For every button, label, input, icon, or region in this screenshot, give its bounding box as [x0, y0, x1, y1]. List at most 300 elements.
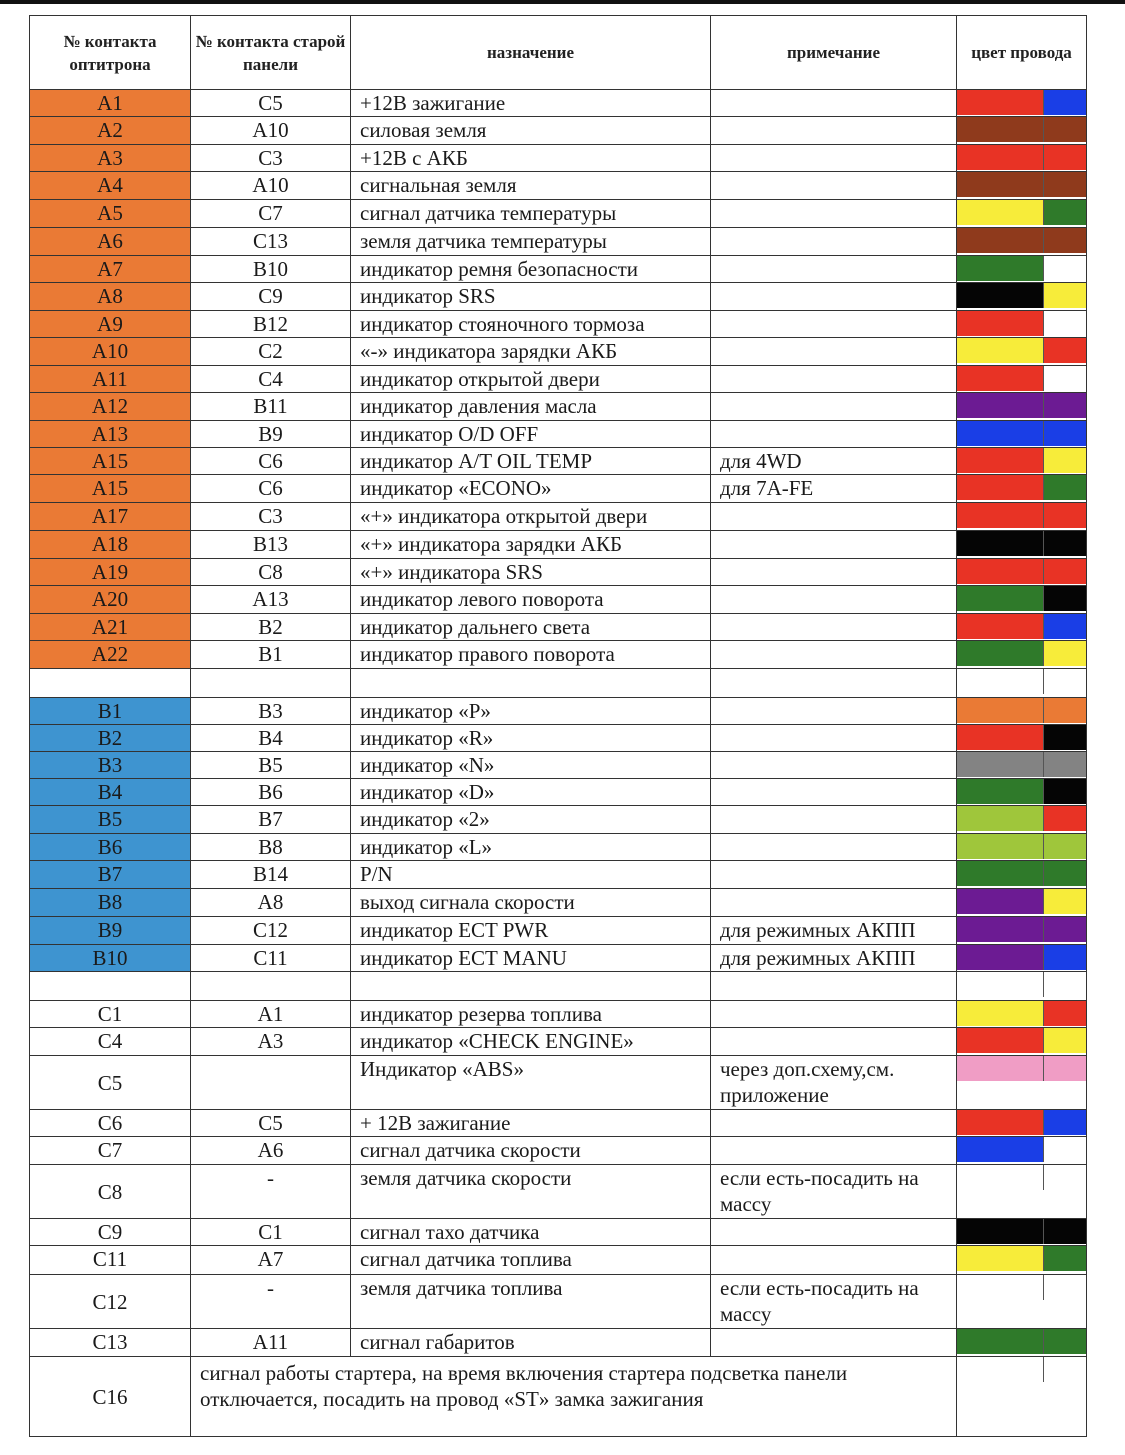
table-row [30, 283, 1087, 311]
wire-color-swatch-stripe [1044, 1137, 1086, 1162]
table-row [30, 586, 1087, 614]
cell-note [711, 806, 957, 834]
cell-old-panel-contact: A10 [191, 172, 351, 200]
wire-color-swatch-stripe [1044, 641, 1086, 666]
cell-purpose: сигнал датчика скорости [351, 1137, 711, 1165]
cell-purpose: сигнал датчика температуры [351, 200, 711, 228]
cell-note [711, 256, 957, 283]
cell-old-panel-contact: A1 [191, 1001, 351, 1028]
cell-old-panel-contact [191, 972, 351, 1001]
wire-color-swatch-primary [957, 393, 1044, 418]
cell-purpose: индикатор SRS [351, 283, 711, 311]
wire-color-swatch-stripe [1044, 366, 1086, 391]
top-border-line [0, 0, 1125, 4]
cell-note [711, 669, 957, 698]
table-row [30, 1275, 1087, 1329]
cell-note [711, 1110, 957, 1137]
cell-old-panel-contact: C5 [191, 90, 351, 117]
cell-wire-color [957, 1110, 1087, 1137]
cell-wire-color [957, 1137, 1087, 1165]
wire-color-swatch-primary [957, 806, 1044, 831]
cell-optitron-contact: A15 [30, 475, 191, 503]
cell-note [711, 145, 957, 172]
cell-wire-color [957, 448, 1087, 475]
wire-color-swatch-primary [957, 779, 1044, 804]
cell-optitron-contact: A20 [30, 586, 191, 614]
wire-color-swatch-primary [957, 311, 1044, 336]
table-row [30, 90, 1087, 117]
cell-purpose: +12В с АКБ [351, 145, 711, 172]
cell-purpose: индикатор дальнего света [351, 614, 711, 641]
cell-optitron-contact: A9 [30, 311, 191, 338]
cell-purpose: «-» индикатора зарядки АКБ [351, 338, 711, 366]
cell-old-panel-contact [191, 669, 351, 698]
wire-color-swatch-stripe [1044, 945, 1086, 970]
wire-color-swatch-stripe [1044, 1275, 1086, 1300]
cell-wire-color [957, 806, 1087, 834]
wire-color-swatch-stripe [1044, 559, 1086, 584]
cell-old-panel-contact: - [191, 1275, 351, 1329]
cell-wire-color [957, 475, 1087, 503]
cell-old-panel-contact: A11 [191, 1329, 351, 1357]
cell-wire-color [957, 779, 1087, 806]
cell-wire-color [957, 945, 1087, 972]
cell-wire-color [957, 834, 1087, 861]
cell-purpose: +12В зажигание [351, 90, 711, 117]
cell-old-panel-contact: C3 [191, 145, 351, 172]
table-row [30, 972, 1087, 1001]
cell-optitron-contact: C1 [30, 1001, 191, 1028]
wire-color-swatch-stripe [1044, 145, 1086, 170]
wire-color-swatch-primary [957, 559, 1044, 584]
cell-purpose: индикатор левого поворота [351, 586, 711, 614]
wire-color-swatch-primary [957, 669, 1044, 694]
wire-color-swatch-stripe [1044, 1329, 1086, 1354]
cell-optitron-contact: A11 [30, 366, 191, 393]
wire-color-swatch-stripe [1044, 503, 1086, 528]
wire-color-swatch-stripe [1044, 228, 1086, 253]
wire-color-swatch-primary [957, 945, 1044, 970]
table-row [30, 1329, 1087, 1357]
cell-purpose: сигнал датчика топлива [351, 1246, 711, 1275]
cell-old-panel-contact: B7 [191, 806, 351, 834]
cell-note [711, 172, 957, 200]
cell-purpose: индикатор «D» [351, 779, 711, 806]
cell-note: через доп.схему,см. приложение [711, 1056, 957, 1110]
cell-old-panel-contact: C6 [191, 448, 351, 475]
cell-note [711, 698, 957, 725]
cell-purpose: земля датчика скорости [351, 1165, 711, 1219]
cell-purpose: индикатор «N» [351, 752, 711, 779]
cell-purpose: индикатор ремня безопасности [351, 256, 711, 283]
cell-purpose: индикатор O/D OFF [351, 421, 711, 448]
wire-color-swatch-primary [957, 475, 1044, 500]
cell-purpose: индикатор «R» [351, 725, 711, 752]
table-row [30, 448, 1087, 475]
header-old-panel: № контакта старой панели [191, 16, 351, 90]
cell-optitron-contact: B6 [30, 834, 191, 861]
cell-purpose: + 12В зажигание [351, 1110, 711, 1137]
cell-note [711, 1329, 957, 1357]
cell-wire-color [957, 1028, 1087, 1056]
cell-wire-color [957, 256, 1087, 283]
cell-purpose: индикатор правого поворота [351, 641, 711, 669]
cell-wire-color [957, 614, 1087, 641]
cell-wire-color [957, 752, 1087, 779]
cell-purpose: индикатор ECT MANU [351, 945, 711, 972]
cell-note [711, 834, 957, 861]
cell-optitron-contact: A2 [30, 117, 191, 145]
header-wire-color: цвет провода [957, 16, 1087, 90]
cell-purpose: индикатор A/T OIL TEMP [351, 448, 711, 475]
cell-purpose: индикатор «L» [351, 834, 711, 861]
cell-old-panel-contact: A10 [191, 117, 351, 145]
cell-purpose: индикатор открытой двери [351, 366, 711, 393]
cell-wire-color [957, 117, 1087, 145]
wire-color-swatch-stripe [1044, 752, 1086, 777]
cell-optitron-contact: C11 [30, 1246, 191, 1275]
wire-color-swatch-stripe [1044, 475, 1086, 500]
table-row [30, 311, 1087, 338]
table-row [30, 503, 1087, 531]
wire-color-swatch-stripe [1044, 1028, 1086, 1053]
wire-color-swatch-stripe [1044, 806, 1086, 831]
table-row [30, 421, 1087, 448]
table-row [30, 1028, 1087, 1056]
cell-optitron-contact: A18 [30, 531, 191, 559]
cell-old-panel-contact: B6 [191, 779, 351, 806]
cell-old-panel-contact: A3 [191, 1028, 351, 1056]
cell-purpose: индикатор «CHECK ENGINE» [351, 1028, 711, 1056]
wire-color-swatch-stripe [1044, 311, 1086, 336]
cell-optitron-contact: B1 [30, 698, 191, 725]
cell-old-panel-contact: A6 [191, 1137, 351, 1165]
wire-color-swatch-primary [957, 228, 1044, 253]
table-row [30, 172, 1087, 200]
cell-purpose: «+» индикатора зарядки АКБ [351, 531, 711, 559]
cell-purpose: индикатор резерва топлива [351, 1001, 711, 1028]
wire-color-swatch-primary [957, 752, 1044, 777]
cell-optitron-contact: A5 [30, 200, 191, 228]
table-row [30, 1246, 1087, 1275]
cell-wire-color [957, 1001, 1087, 1028]
wire-color-swatch-stripe [1044, 972, 1086, 997]
table-row [30, 1357, 1087, 1437]
cell-wire-color [957, 559, 1087, 586]
cell-purpose: земля датчика температуры [351, 228, 711, 256]
cell-optitron-contact [30, 669, 191, 698]
wire-color-swatch-stripe [1044, 531, 1086, 556]
cell-note [711, 421, 957, 448]
cell-wire-color [957, 917, 1087, 945]
cell-note [711, 559, 957, 586]
cell-wire-color [957, 90, 1087, 117]
wire-color-swatch-primary [957, 283, 1044, 308]
wire-color-swatch-stripe [1044, 586, 1086, 611]
cell-old-panel-contact: B10 [191, 256, 351, 283]
cell-old-panel-contact [191, 1056, 351, 1110]
wire-color-swatch-primary [957, 641, 1044, 666]
wiring-table [29, 15, 1087, 1437]
header-note: примечание [711, 16, 957, 90]
cell-wire-color [957, 145, 1087, 172]
cell-purpose [351, 972, 711, 1001]
cell-wire-color [957, 1357, 1087, 1437]
cell-wire-color [957, 1246, 1087, 1275]
wire-color-swatch-stripe [1044, 283, 1086, 308]
table-row [30, 338, 1087, 366]
cell-old-panel-contact: B13 [191, 531, 351, 559]
cell-old-panel-contact: A8 [191, 889, 351, 917]
cell-purpose: сигнал работы стартера, на время включения стартера подсветка панели отключается, посадить на провод «ST» замка зажигания [191, 1357, 957, 1437]
wire-color-swatch-primary [957, 861, 1044, 886]
cell-optitron-contact: A10 [30, 338, 191, 366]
cell-purpose: Индикатор «ABS» [351, 1056, 711, 1110]
wire-color-swatch-stripe [1044, 1165, 1086, 1190]
cell-optitron-contact: C9 [30, 1219, 191, 1246]
wire-color-swatch-primary [957, 725, 1044, 750]
cell-note [711, 889, 957, 917]
table-row [30, 917, 1087, 945]
cell-optitron-contact: C6 [30, 1110, 191, 1137]
cell-note [711, 725, 957, 752]
cell-wire-color [957, 1165, 1087, 1219]
cell-optitron-contact: B9 [30, 917, 191, 945]
wire-color-swatch-stripe [1044, 834, 1086, 859]
wire-color-swatch-primary [957, 889, 1044, 914]
cell-optitron-contact: A13 [30, 421, 191, 448]
cell-note: если есть-посадить на массу [711, 1275, 957, 1329]
cell-purpose: силовая земля [351, 117, 711, 145]
cell-note [711, 1028, 957, 1056]
cell-note: для 4WD [711, 448, 957, 475]
header-purpose: назначение [351, 16, 711, 90]
wire-color-swatch-primary [957, 1028, 1044, 1053]
wire-color-swatch-stripe [1044, 698, 1086, 723]
table-row [30, 1056, 1087, 1110]
cell-old-panel-contact: C11 [191, 945, 351, 972]
cell-old-panel-contact: C12 [191, 917, 351, 945]
cell-note [711, 503, 957, 531]
cell-old-panel-contact: B2 [191, 614, 351, 641]
cell-optitron-contact: C5 [30, 1056, 191, 1110]
cell-optitron-contact: C4 [30, 1028, 191, 1056]
table-row [30, 117, 1087, 145]
wire-color-swatch-primary [957, 1165, 1044, 1190]
cell-note [711, 614, 957, 641]
cell-purpose: индикатор стояночного тормоза [351, 311, 711, 338]
wire-color-swatch-primary [957, 1246, 1044, 1271]
wire-color-swatch-stripe [1044, 90, 1086, 115]
wire-color-swatch-stripe [1044, 172, 1086, 197]
cell-note [711, 90, 957, 117]
wire-color-swatch-stripe [1044, 1110, 1086, 1135]
table-row [30, 752, 1087, 779]
cell-wire-color [957, 861, 1087, 889]
table-row [30, 614, 1087, 641]
cell-note: для режимных АКПП [711, 945, 957, 972]
cell-purpose: земля датчика топлива [351, 1275, 711, 1329]
cell-old-panel-contact: C2 [191, 338, 351, 366]
table-row [30, 145, 1087, 172]
wire-color-swatch-primary [957, 1110, 1044, 1135]
cell-optitron-contact: C12 [30, 1275, 191, 1329]
cell-old-panel-contact: A7 [191, 1246, 351, 1275]
cell-old-panel-contact: - [191, 1165, 351, 1219]
wire-color-swatch-primary [957, 531, 1044, 556]
wire-color-swatch-stripe [1044, 1219, 1086, 1244]
cell-optitron-contact: B2 [30, 725, 191, 752]
wire-color-swatch-stripe [1044, 117, 1086, 142]
wire-color-swatch-stripe [1044, 889, 1086, 914]
cell-optitron-contact: C7 [30, 1137, 191, 1165]
wire-color-swatch-stripe [1044, 338, 1086, 363]
wire-color-swatch-stripe [1044, 1001, 1086, 1026]
cell-note [711, 366, 957, 393]
table-row [30, 945, 1087, 972]
wire-color-swatch-primary [957, 1219, 1044, 1244]
wire-color-swatch-primary [957, 834, 1044, 859]
cell-old-panel-contact: B3 [191, 698, 351, 725]
table-row [30, 1165, 1087, 1219]
cell-optitron-contact: A21 [30, 614, 191, 641]
cell-note: если есть-посадить на массу [711, 1165, 957, 1219]
cell-wire-color [957, 393, 1087, 421]
cell-note [711, 861, 957, 889]
table-row [30, 861, 1087, 889]
cell-old-panel-contact: C5 [191, 1110, 351, 1137]
table-row [30, 1001, 1087, 1028]
wire-color-swatch-primary [957, 586, 1044, 611]
cell-purpose: «+» индикатора открытой двери [351, 503, 711, 531]
table-row [30, 669, 1087, 698]
cell-purpose [351, 669, 711, 698]
cell-optitron-contact [30, 972, 191, 1001]
cell-old-panel-contact: C4 [191, 366, 351, 393]
cell-old-panel-contact: B11 [191, 393, 351, 421]
wire-color-swatch-primary [957, 698, 1044, 723]
wire-color-swatch-stripe [1044, 448, 1086, 473]
cell-old-panel-contact: B4 [191, 725, 351, 752]
wire-color-swatch-primary [957, 1056, 1044, 1081]
cell-old-panel-contact: C3 [191, 503, 351, 531]
cell-purpose: индикатор «ECONO» [351, 475, 711, 503]
wire-color-swatch-primary [957, 448, 1044, 473]
wire-color-swatch-primary [957, 117, 1044, 142]
cell-wire-color [957, 172, 1087, 200]
wire-color-swatch-primary [957, 614, 1044, 639]
cell-wire-color [957, 1275, 1087, 1329]
cell-wire-color [957, 725, 1087, 752]
cell-old-panel-contact: B12 [191, 311, 351, 338]
cell-old-panel-contact: C13 [191, 228, 351, 256]
cell-optitron-contact: B5 [30, 806, 191, 834]
header-row [30, 16, 1087, 90]
cell-purpose: сигнал габаритов [351, 1329, 711, 1357]
cell-wire-color [957, 311, 1087, 338]
cell-old-panel-contact: B8 [191, 834, 351, 861]
cell-old-panel-contact: A13 [191, 586, 351, 614]
wire-color-swatch-primary [957, 256, 1044, 281]
table-row [30, 1219, 1087, 1246]
cell-note [711, 1137, 957, 1165]
cell-wire-color [957, 1329, 1087, 1357]
cell-purpose: индикатор давления масла [351, 393, 711, 421]
cell-optitron-contact: A4 [30, 172, 191, 200]
wire-color-swatch-stripe [1044, 917, 1086, 942]
wire-color-swatch-stripe [1044, 421, 1086, 446]
cell-wire-color [957, 228, 1087, 256]
cell-wire-color [957, 200, 1087, 228]
table-row [30, 779, 1087, 806]
cell-purpose: выход сигнала скорости [351, 889, 711, 917]
cell-note [711, 393, 957, 421]
cell-wire-color [957, 421, 1087, 448]
wire-color-swatch-stripe [1044, 1357, 1086, 1382]
table-row [30, 366, 1087, 393]
cell-old-panel-contact: C8 [191, 559, 351, 586]
cell-note [711, 972, 957, 1001]
cell-old-panel-contact: B5 [191, 752, 351, 779]
wire-color-swatch-stripe [1044, 200, 1086, 225]
wire-color-swatch-primary [957, 338, 1044, 363]
cell-purpose: индикатор ECT PWR [351, 917, 711, 945]
wire-color-swatch-primary [957, 366, 1044, 391]
table-row [30, 559, 1087, 586]
cell-wire-color [957, 641, 1087, 669]
table-row [30, 1137, 1087, 1165]
cell-wire-color [957, 531, 1087, 559]
cell-optitron-contact: B10 [30, 945, 191, 972]
table-row [30, 834, 1087, 861]
table-row [30, 200, 1087, 228]
cell-note [711, 641, 957, 669]
cell-optitron-contact: A19 [30, 559, 191, 586]
cell-note [711, 311, 957, 338]
cell-note: для 7A-FE [711, 475, 957, 503]
wire-color-swatch-stripe [1044, 614, 1086, 639]
wire-color-swatch-primary [957, 421, 1044, 446]
wire-color-swatch-stripe [1044, 256, 1086, 281]
cell-purpose: P/N [351, 861, 711, 889]
wire-color-swatch-primary [957, 1137, 1044, 1162]
cell-purpose: сигнал тахо датчика [351, 1219, 711, 1246]
wire-color-swatch-primary [957, 1275, 1044, 1300]
cell-optitron-contact: A6 [30, 228, 191, 256]
table-row [30, 641, 1087, 669]
cell-wire-color [957, 889, 1087, 917]
wire-color-swatch-primary [957, 145, 1044, 170]
cell-wire-color [957, 586, 1087, 614]
wire-color-swatch-primary [957, 90, 1044, 115]
table-row [30, 531, 1087, 559]
cell-purpose: индикатор «P» [351, 698, 711, 725]
cell-note [711, 283, 957, 311]
cell-optitron-contact: C8 [30, 1165, 191, 1219]
cell-old-panel-contact: B1 [191, 641, 351, 669]
wire-color-swatch-primary [957, 1357, 1044, 1382]
wire-color-swatch-stripe [1044, 1056, 1086, 1081]
cell-note [711, 752, 957, 779]
cell-optitron-contact: A12 [30, 393, 191, 421]
cell-purpose: сигнальная земля [351, 172, 711, 200]
wire-color-swatch-primary [957, 972, 1044, 997]
cell-note [711, 338, 957, 366]
cell-note [711, 779, 957, 806]
cell-note [711, 1001, 957, 1028]
table-row [30, 228, 1087, 256]
table-row [30, 806, 1087, 834]
